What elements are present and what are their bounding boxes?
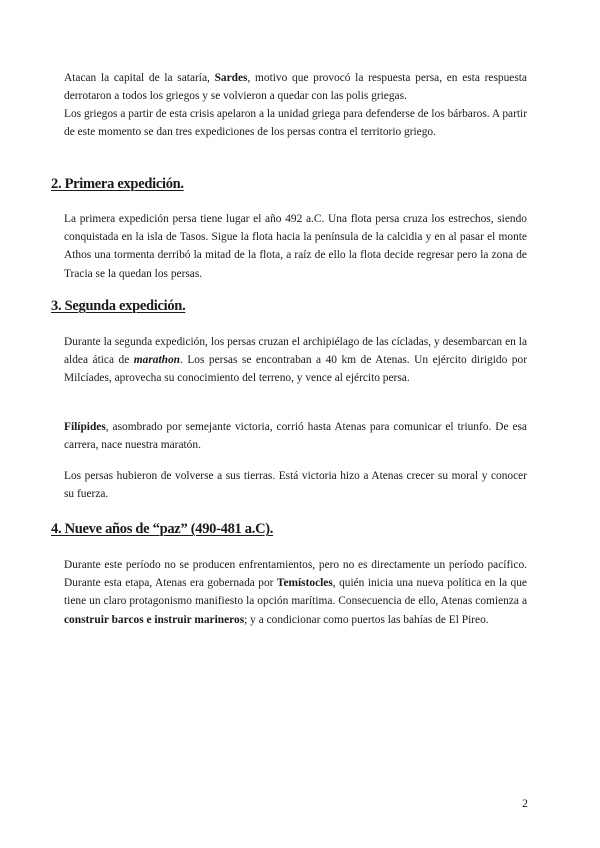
heading-nueve-anos-paz: 4. Nueve años de “paz” (490-481 a.C). <box>51 521 274 537</box>
section3-p2-text: , asombrado por semejante victoria, corrió hasta Atenas para comunicar el triunfo. De esa carrera, nace nuestra maratón. <box>64 421 527 452</box>
construir-barcos-bold: construir barcos e instruir marineros <box>64 613 245 626</box>
page-number: 2 <box>522 796 528 810</box>
filipides-bold: Filípides <box>64 421 106 433</box>
section4-text-cont: , quién inicia una nueva política en la que tiene un claro protagonismo manifiesto la opción marítima. Consecuencia de ello, Atenas comienza a <box>64 577 527 608</box>
section3-text-cont: . Los persas se encontraban a 40 km de Atenas. Un ejército dirigido por Milcíades, aprovecha su conocimiento del terreno, y vence al ejército persa. <box>64 354 527 385</box>
section2-paragraph: La primera expedición persa tiene lugar el año 492 a.C. Una flota persa cruza los estrechos, siendo conquistada en la isla de Tasos. Sigue la flota hacia la península de la calcidia y en al pasar el monte Athos una tormenta derribó la mitad de la flota, a raíz de ello la flota decide regresar pero la zona de Tracia se la quedan los persas. <box>64 213 527 280</box>
intro-text: Atacan la capital de la sataría, <box>64 72 215 84</box>
section3-paragraph-2 <box>64 418 527 454</box>
sardes-bold: Sardes <box>214 72 248 84</box>
section4-text-end: ; y a condicionar como puertos las bahías de El Pireo. <box>244 613 489 626</box>
section3-paragraph-1 <box>64 333 527 388</box>
section3-text: Durante la segunda expedición, los persas cruzan el archipiélago de las cícladas, y desembarcan en la aldea ática de <box>64 336 527 367</box>
temistocles-bold: Temístocles <box>276 577 333 590</box>
intro-paragraph-2: Los griegos a partir de esta crisis apelaron a la unidad griega para defenderse de los bárbaros. A partir de este momento se dan tres expediciones de los persas contra el territorio griego. <box>64 108 527 139</box>
heading-segunda-expedicion: 3. Segunda expedición. <box>51 298 186 314</box>
section4-paragraph <box>64 556 527 629</box>
intro-paragraph-1 <box>64 69 527 105</box>
section4-text: Durante este período no se producen enfrentamientos, pero no es directamente un período pacífico. Durante esta etapa, Atenas era gobernada por <box>64 559 527 590</box>
marathon-bold-italic: marathon <box>133 354 180 367</box>
section3-paragraph-3: Los persas hubieron de volverse a sus tierras. Está victoria hizo a Atenas crecer su moral y conocer su fuerza. <box>64 470 527 501</box>
heading-primera-expedicion: 2. Primera expedición. <box>51 176 184 192</box>
intro-text-cont: , motivo que provocó la respuesta persa, en esta respuesta derrotaron a todos los griegos y se volvieron a quedar con las polis griegas. <box>64 72 527 103</box>
